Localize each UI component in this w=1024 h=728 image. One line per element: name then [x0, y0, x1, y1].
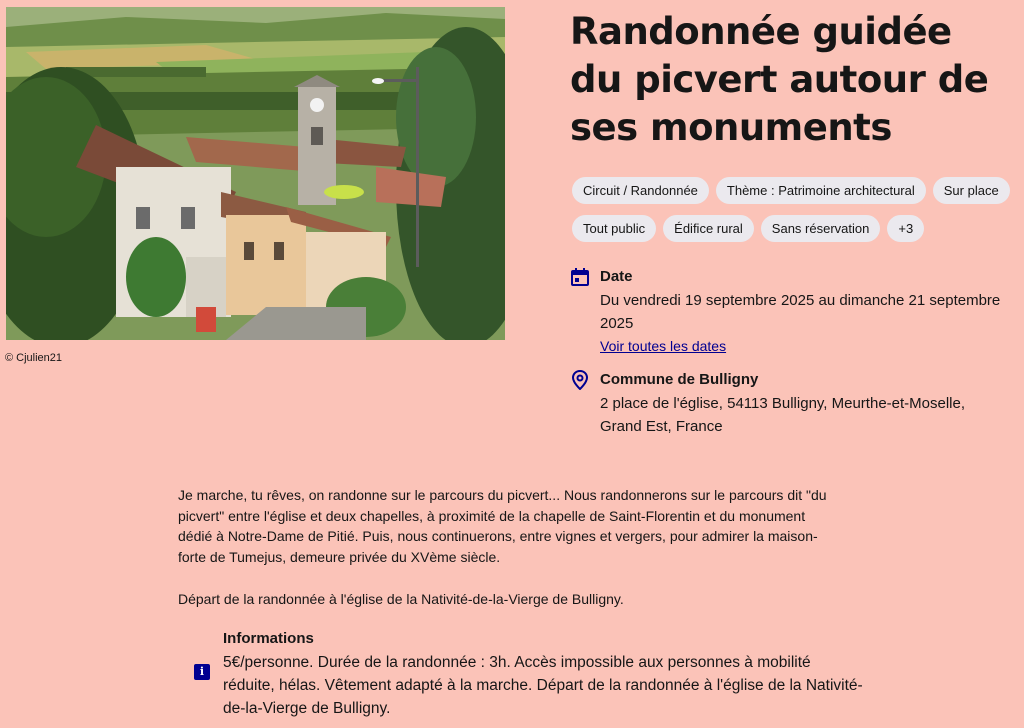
tag: Sur place: [933, 177, 1010, 204]
informations-heading: Informations: [223, 630, 314, 647]
location-section: [570, 370, 1010, 440]
tag: Édifice rural: [663, 215, 754, 242]
tag: Sans réservation: [761, 215, 881, 242]
informations-text: 5€/personne. Durée de la randonnée : 3h. Accès impossible aux personnes à mobilité réduite, hélas. Vêtement adapté à la marche. Départ de la randonnée à l'église de la Nativité-de-la-Vierge de Bulligny.: [223, 654, 863, 717]
tag: Thème : Patrimoine architectural: [716, 177, 926, 204]
tag: Circuit / Randonnée: [572, 177, 709, 204]
page-title: Randonnée guidée du picvert autour de ses monuments: [570, 10, 989, 149]
more-tags-button[interactable]: +3: [887, 215, 924, 242]
tag: Tout public: [572, 215, 656, 242]
see-all-dates-link[interactable]: Voir toutes les dates: [600, 338, 727, 354]
event-photo: [6, 7, 505, 340]
description-paragraph: Je marche, tu rêves, on randonne sur le parcours du picvert... Nous randonnerons sur le parcours dit "du picvert" entre l'église et deux chapelles, à proximité de la chapelle de Saint-Florentin et du monument dédié à Notre-Dame de Pitié. Puis, nous continuerons, entre vignes et vergers, pour admirer la maison-forte de Tumejus, demeure privée du XVème siècle.: [178, 487, 827, 565]
date-range: Du vendredi 19 septembre 2025 au dimanche 21 septembre 2025: [600, 292, 1001, 332]
info-icon: i: [194, 664, 210, 680]
date-section: [570, 267, 1010, 357]
photo-credit: © Cjulien21: [5, 352, 63, 364]
map-pin-icon: [570, 370, 590, 390]
tag-list: [572, 177, 1012, 242]
location-heading: Commune de Bulligny: [600, 371, 759, 388]
location-address: 2 place de l'église, 54113 Bulligny, Meurthe-et-Moselle, Grand Est, France: [600, 395, 966, 435]
calendar-icon: [570, 267, 590, 287]
description-paragraph: Départ de la randonnée à l'église de la Nativité-de-la-Vierge de Bulligny.: [178, 591, 624, 607]
date-heading: Date: [600, 268, 633, 285]
